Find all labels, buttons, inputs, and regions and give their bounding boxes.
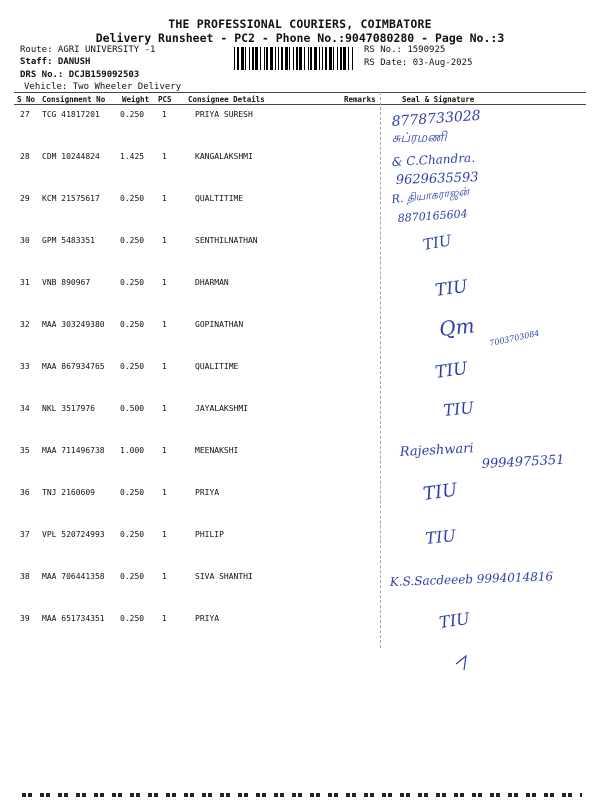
- col-header-pcs: PCS: [158, 95, 172, 104]
- cell-consignment: VNB 890967: [42, 278, 91, 287]
- runsheet-subtitle: Delivery Runsheet - PC2 - Phone No.:9047080280 - Page No.:3: [95, 31, 505, 45]
- cell-consignee: MEENAKSHI: [195, 446, 239, 455]
- cell-sno: 34: [20, 404, 30, 413]
- handwritten-signature: Qm: [438, 313, 476, 341]
- cell-consignment: TCG 41817201: [42, 110, 100, 119]
- cell-sno: 35: [20, 446, 30, 455]
- footer-mark: [172, 793, 176, 797]
- footer-mark: [382, 793, 386, 797]
- cell-sno: 30: [20, 236, 30, 245]
- cell-pcs: 1: [162, 236, 167, 245]
- cell-sno: 27: [20, 110, 30, 119]
- cell-weight: 0.250: [120, 320, 145, 329]
- cell-consignment: KCM 21575617: [42, 194, 100, 203]
- cell-consignee: DHARMAN: [195, 278, 229, 287]
- footer-mark: [274, 793, 278, 797]
- cell-sno: 33: [20, 362, 30, 371]
- cell-sno: 39: [20, 614, 30, 623]
- footer-mark: [496, 793, 500, 797]
- footer-mark: [460, 793, 464, 797]
- footer-mark: [220, 793, 224, 797]
- handwritten-signature: TIU: [421, 479, 459, 505]
- footer-mark: [508, 793, 512, 797]
- handwritten-signature: 9629635593: [395, 170, 479, 188]
- drs-number: DRS No.: DCJB159092503: [20, 70, 140, 80]
- cell-consignment: MAA 651734351: [42, 614, 105, 623]
- cell-consignee: KANGALAKSHMI: [195, 152, 253, 161]
- footer-mark: [40, 793, 44, 797]
- col-header-consignee: Consignee Details: [188, 95, 265, 104]
- footer-mark: [472, 793, 476, 797]
- cell-weight: 0.250: [120, 110, 145, 119]
- handwritten-signature: TIU: [437, 608, 471, 632]
- cell-weight: 0.250: [120, 236, 145, 245]
- cell-weight: 0.250: [120, 530, 145, 539]
- cell-consignment: MAA 867934765: [42, 362, 105, 371]
- col-header-sno: S No: [17, 95, 36, 104]
- cell-consignee: SENTHILNATHAN: [195, 236, 258, 245]
- footer-mark: [202, 793, 206, 797]
- cell-consignment: MAA 303249380: [42, 320, 105, 329]
- footer-mark: [550, 793, 554, 797]
- cell-pcs: 1: [162, 614, 167, 623]
- footer-mark: [190, 793, 194, 797]
- footer-mark: [136, 793, 140, 797]
- footer-mark: [94, 793, 98, 797]
- col-header-remarks: Remarks: [344, 95, 376, 104]
- footer-mark: [364, 793, 368, 797]
- cell-weight: 1.000: [120, 446, 145, 455]
- company-title: THE PROFESSIONAL COURIERS, COIMBATORE: [168, 17, 432, 31]
- footer-mark: [514, 793, 518, 797]
- footer-mark: [352, 793, 356, 797]
- footer-mark: [532, 793, 536, 797]
- footer-mark: [262, 793, 266, 797]
- cell-sno: 36: [20, 488, 30, 497]
- cell-consignment: TNJ 2160609: [42, 488, 95, 497]
- footer-mark: [400, 793, 404, 797]
- col-header-consignment: Consignment No: [42, 95, 106, 104]
- cell-consignee: GOPINATHAN: [195, 320, 244, 329]
- footer-mark: [310, 793, 314, 797]
- footer-mark: [436, 793, 440, 797]
- footer-mark: [118, 793, 122, 797]
- footer-mark: [256, 793, 260, 797]
- footer-mark: [568, 793, 572, 797]
- cell-consignee: SIVA SHANTHI: [195, 572, 253, 581]
- footer-mark: [544, 793, 548, 797]
- footer-mark: [346, 793, 350, 797]
- handwritten-signature: சுப்ரமணி: [391, 130, 447, 146]
- cell-pcs: 1: [162, 488, 167, 497]
- cell-consignment: GPM 5483351: [42, 236, 95, 245]
- footer-mark: [370, 793, 374, 797]
- footer-mark: [130, 793, 134, 797]
- handwritten-signature: 8870165604: [397, 207, 469, 225]
- handwritten-signature: TIU: [442, 397, 475, 420]
- footer-mark: [100, 793, 104, 797]
- footer-mark: [280, 793, 284, 797]
- footer-mark: [328, 793, 332, 797]
- handwritten-signature: TIU: [433, 358, 469, 383]
- footer-barcode-strip: [22, 792, 582, 798]
- handwritten-signature: & C.Chandra.: [391, 150, 476, 169]
- footer-mark: [154, 793, 158, 797]
- cell-pcs: 1: [162, 446, 167, 455]
- cell-pcs: 1: [162, 194, 167, 203]
- footer-mark: [334, 793, 338, 797]
- cell-weight: 0.250: [120, 278, 145, 287]
- footer-mark: [46, 793, 50, 797]
- cell-consignment: VPL 520724993: [42, 530, 105, 539]
- handwritten-signature: TIU: [421, 231, 453, 254]
- cell-consignee: QUALTITIME: [195, 194, 244, 203]
- handwritten-signature: 9994975351: [481, 452, 565, 472]
- footer-mark: [64, 793, 68, 797]
- cell-weight: 0.250: [120, 362, 145, 371]
- footer-mark: [28, 793, 32, 797]
- cell-weight: 1.425: [120, 152, 145, 161]
- vehicle-label: Vehicle: Two Wheeler Delivery: [24, 82, 182, 92]
- cell-sno: 32: [20, 320, 30, 329]
- footer-mark: [562, 793, 566, 797]
- footer-mark: [148, 793, 152, 797]
- cell-pcs: 1: [162, 110, 167, 119]
- footer-mark: [298, 793, 302, 797]
- cell-consignment: MAA 711496738: [42, 446, 105, 455]
- footer-mark: [316, 793, 320, 797]
- footer-mark: [424, 793, 428, 797]
- footer-mark: [442, 793, 446, 797]
- cell-consignee: PRIYA: [195, 488, 220, 497]
- cell-consignee: JAYALAKSHMI: [195, 404, 248, 413]
- handwritten-signature: 8778733028: [391, 107, 482, 130]
- handwritten-signature: K.S.Sacdeeeb 9994014816: [389, 569, 554, 589]
- cell-pcs: 1: [162, 362, 167, 371]
- cell-pcs: 1: [162, 320, 167, 329]
- footer-mark: [82, 793, 86, 797]
- cell-sno: 38: [20, 572, 30, 581]
- footer-mark: [226, 793, 230, 797]
- footer-mark: [406, 793, 410, 797]
- cell-consignment: NKL 3517976: [42, 404, 95, 413]
- footer-mark: [244, 793, 248, 797]
- cell-weight: 0.250: [120, 194, 145, 203]
- cell-consignment: MAA 706441358: [42, 572, 105, 581]
- handwritten-signature: R. தியாகராஜன்: [390, 184, 470, 206]
- cell-pcs: 1: [162, 152, 167, 161]
- pen-stroke: [456, 656, 466, 670]
- cell-sno: 37: [20, 530, 30, 539]
- footer-mark: [580, 793, 582, 797]
- route-label: Route: AGRI UNIVERSITY -1: [20, 45, 156, 55]
- footer-mark: [208, 793, 212, 797]
- footer-mark: [388, 793, 392, 797]
- cell-weight: 0.250: [120, 572, 145, 581]
- staff-label: Staff: DANUSH: [20, 57, 91, 67]
- cell-consignment: CDM 10244824: [42, 152, 100, 161]
- footer-mark: [58, 793, 62, 797]
- footer-mark: [526, 793, 530, 797]
- cell-consignee: PRIYA: [195, 614, 220, 623]
- handwritten-signature: TIU: [424, 525, 457, 548]
- cell-weight: 0.250: [120, 614, 145, 623]
- handwritten-signature: Rajeshwari: [399, 441, 474, 460]
- footer-mark: [490, 793, 494, 797]
- rs-number: RS No.: 1590925: [364, 45, 446, 55]
- cell-consignee: PRIYA SURESH: [195, 110, 253, 119]
- footer-mark: [184, 793, 188, 797]
- cell-weight: 0.500: [120, 404, 145, 413]
- cell-sno: 28: [20, 152, 30, 161]
- cell-sno: 29: [20, 194, 30, 203]
- footer-mark: [76, 793, 80, 797]
- handwritten-signature: 7003703084: [488, 328, 541, 348]
- cell-pcs: 1: [162, 278, 167, 287]
- cell-pcs: 1: [162, 404, 167, 413]
- footer-mark: [292, 793, 296, 797]
- footer-mark: [238, 793, 242, 797]
- cell-consignee: PHILIP: [195, 530, 224, 539]
- footer-mark: [418, 793, 422, 797]
- footer-mark: [166, 793, 170, 797]
- rs-date: RS Date: 03-Aug-2025: [364, 58, 473, 68]
- footer-mark: [112, 793, 116, 797]
- cell-pcs: 1: [162, 572, 167, 581]
- col-header-seal: Seal & Signature: [402, 95, 475, 104]
- footer-mark: [22, 793, 26, 797]
- footer-mark: [478, 793, 482, 797]
- footer-mark: [454, 793, 458, 797]
- cell-consignee: QUALITIME: [195, 362, 239, 371]
- handwritten-signature: TIU: [433, 276, 469, 301]
- cell-pcs: 1: [162, 530, 167, 539]
- cell-sno: 31: [20, 278, 30, 287]
- col-header-weight: Weight: [122, 95, 150, 104]
- cell-weight: 0.250: [120, 488, 145, 497]
